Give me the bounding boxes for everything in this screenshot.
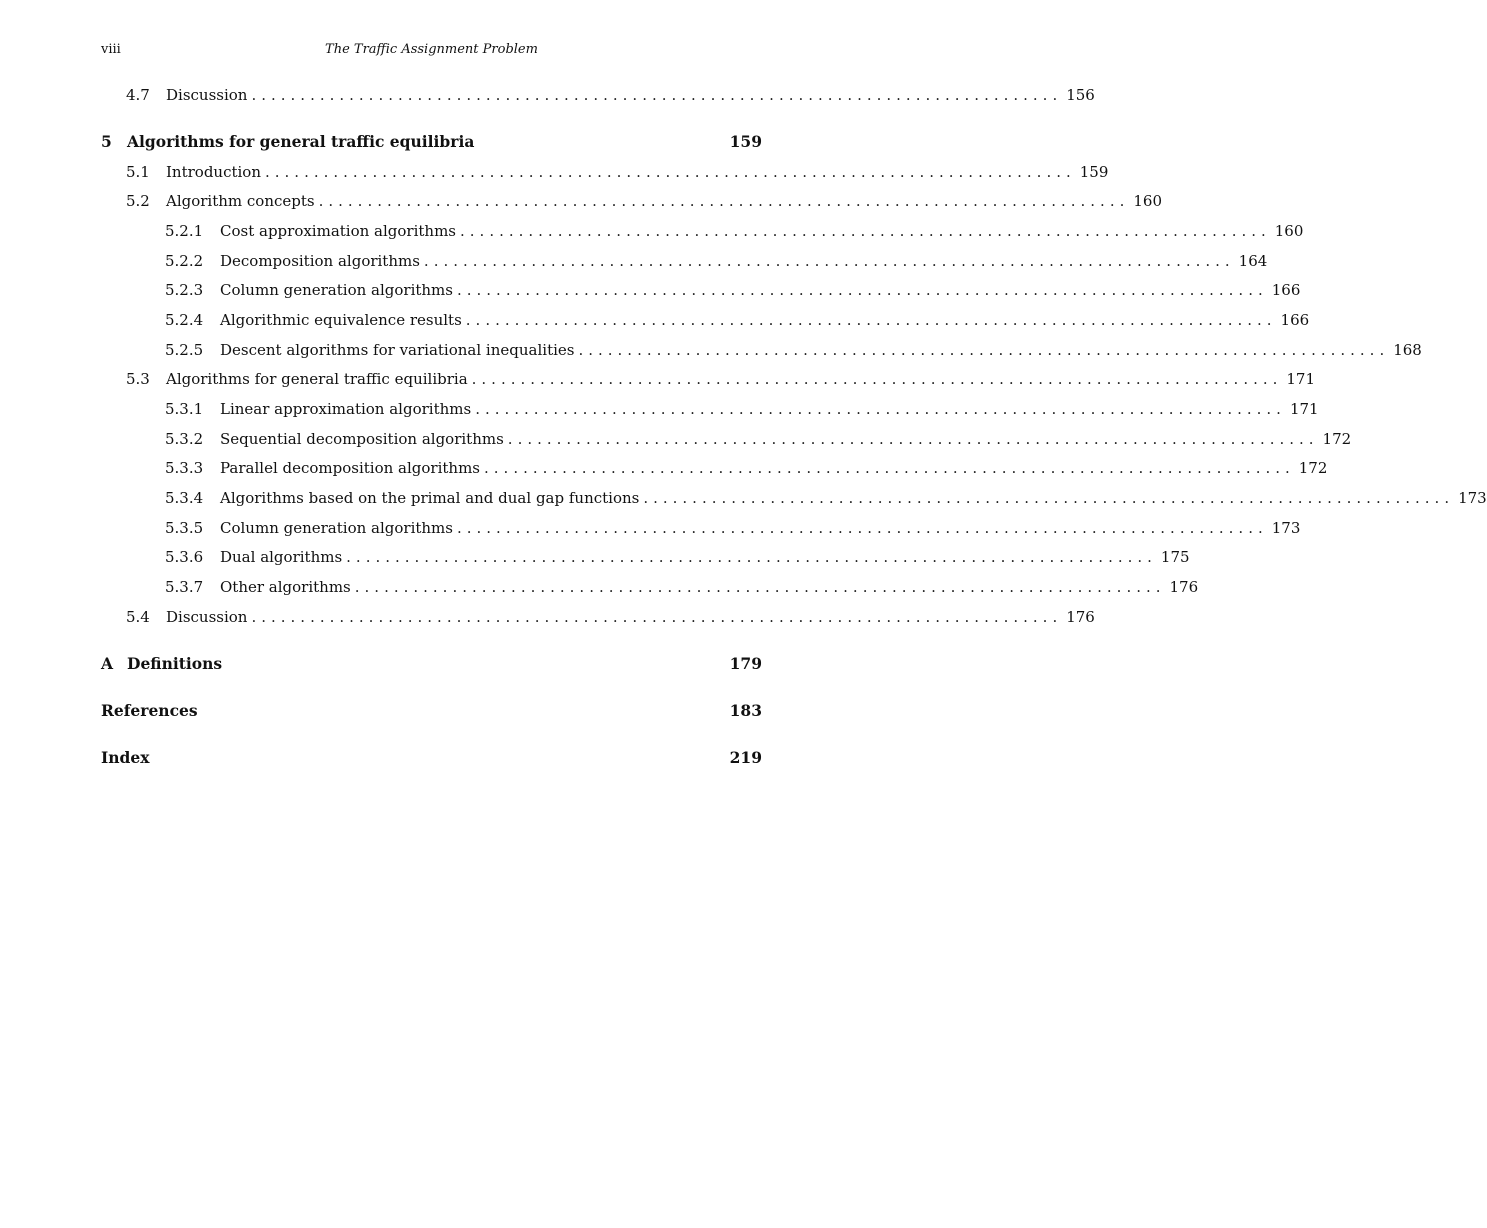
toc-section-number: 5.4	[126, 607, 150, 626]
toc-entry-5-3-2[interactable]	[101, 424, 1352, 454]
toc-entry-5-3-7[interactable]	[101, 572, 1199, 602]
toc-section-number: 5.3.2	[165, 429, 204, 448]
toc-entry-5-3-5[interactable]	[101, 513, 1301, 543]
toc-references[interactable]	[101, 696, 762, 726]
toc-entry-5-3[interactable]	[101, 365, 1316, 395]
toc-section-number: 5.2.2	[165, 251, 204, 270]
toc-page-number: 175	[1160, 548, 1190, 567]
toc-section-title: Algorithmic equivalence results	[220, 310, 462, 329]
toc-page-number: 171	[1289, 400, 1319, 419]
toc-chapter-title: Algorithms for general traffic equilibria	[127, 132, 475, 152]
toc-page-number: 166	[1271, 281, 1301, 300]
toc-section-number: 5.3.5	[165, 518, 204, 537]
toc-page-number: 160	[1133, 192, 1162, 211]
toc-page-number: 164	[1238, 251, 1268, 270]
toc-section-number: 5.2	[126, 192, 150, 211]
toc-page-number: 173	[1458, 489, 1487, 508]
toc-section-title: Descent algorithms for variational inequalities	[220, 340, 575, 359]
toc-entry-5-1[interactable]	[101, 157, 1109, 187]
dot-leader: ...................................................................................	[251, 85, 1063, 104]
toc-entry-5-3-3[interactable]	[101, 454, 1328, 484]
toc-entry-5-2[interactable]	[101, 186, 1162, 216]
toc-page-number: 156	[1066, 85, 1095, 104]
toc-section-title: Discussion	[166, 607, 248, 626]
toc-entry-5-2-5[interactable]	[101, 335, 1422, 365]
toc-section-number: 5.2.4	[165, 310, 204, 329]
toc-chapter-title: References	[101, 701, 198, 721]
toc-section-number: 5.3	[126, 370, 150, 389]
toc-page-number: 176	[1169, 578, 1199, 597]
toc-section-number: 4.7	[126, 85, 150, 104]
header-page-number: viii	[101, 42, 121, 57]
toc-section-number: 5.3.3	[165, 459, 204, 478]
toc-page-number: 166	[1280, 310, 1310, 329]
toc-section-title: Linear approximation algorithms	[220, 400, 472, 419]
toc-page-number: 219	[729, 748, 762, 768]
toc-section-number: 5.3.6	[165, 548, 204, 567]
toc-section-title: Cost approximation algorithms	[220, 221, 457, 240]
dot-leader: ...................................................................................	[507, 429, 1319, 448]
toc-entry-5-2-2[interactable]	[101, 246, 1268, 276]
toc-page-number: 159	[729, 132, 762, 152]
dot-leader: ...................................................................................	[578, 340, 1390, 359]
toc-section-number: 5.3.4	[165, 489, 204, 508]
header-book-title: The Traffic Assignment Problem	[325, 42, 538, 57]
toc-section-number: 5.3.7	[165, 578, 204, 597]
dot-leader: ...................................................................................	[475, 400, 1286, 419]
toc-page-number: 168	[1393, 340, 1422, 359]
dot-leader: ...................................................................................	[471, 370, 1283, 389]
toc-entry-5-4[interactable]	[101, 602, 1095, 632]
toc-entry-4-7[interactable]	[101, 80, 1095, 110]
dot-leader: ...................................................................................	[251, 607, 1063, 626]
toc-page-number: 179	[729, 654, 762, 674]
toc-section-title: Algorithms for general traffic equilibria	[166, 370, 468, 389]
toc-section-title: Algorithm concepts	[166, 192, 315, 211]
dot-leader: ...................................................................................	[318, 192, 1130, 211]
toc-page-number: 173	[1271, 518, 1301, 537]
spacer	[101, 632, 762, 649]
toc-index[interactable]	[101, 743, 762, 773]
toc-section-title: Discussion	[166, 85, 248, 104]
toc-page-number: 183	[729, 701, 762, 721]
toc-entry-5-3-6[interactable]	[101, 543, 1190, 573]
toc-page-number: 160	[1274, 221, 1304, 240]
toc-entry-5-2-3[interactable]	[101, 275, 1301, 305]
running-header	[101, 42, 762, 64]
dot-leader: ...................................................................................	[643, 489, 1455, 508]
dot-leader: ...................................................................................	[456, 281, 1268, 300]
dot-leader: ...................................................................................	[265, 162, 1076, 181]
toc-section-number: 5.2.3	[165, 281, 204, 300]
toc-section-number: 5.3.1	[165, 400, 204, 419]
dot-leader: ...................................................................................	[484, 459, 1295, 478]
toc-section-number: 5.1	[126, 162, 150, 181]
dot-leader: ...................................................................................	[456, 518, 1268, 537]
toc-section-title: Sequential decomposition algorithms	[220, 429, 504, 448]
toc-chapter-5[interactable]	[101, 127, 762, 157]
toc-page-number: 171	[1286, 370, 1316, 389]
toc-section-title: Column generation algorithms	[220, 518, 453, 537]
dot-leader: ...................................................................................	[354, 578, 1166, 597]
spacer	[101, 726, 762, 743]
toc-section-title: Other algorithms	[220, 578, 351, 597]
toc-page-number: 176	[1066, 607, 1095, 626]
toc-page-number: 159	[1079, 162, 1109, 181]
dot-leader: ...................................................................................	[423, 251, 1235, 270]
toc-entry-5-2-1[interactable]	[101, 216, 1304, 246]
toc-entry-5-3-4[interactable]	[101, 483, 1487, 513]
toc-chapter-number: A	[101, 654, 114, 674]
toc-section-title: Introduction	[166, 162, 261, 181]
spacer	[101, 679, 762, 696]
dot-leader: ...................................................................................	[465, 310, 1277, 329]
toc-section-title: Column generation algorithms	[220, 281, 453, 300]
toc-section-title: Algorithms based on the primal and dual gap functions	[220, 489, 640, 508]
toc-section-number: 5.2.5	[165, 340, 204, 359]
toc-chapter-title: Definitions	[127, 654, 223, 674]
toc-page-number: 172	[1298, 459, 1328, 478]
toc-chapter-number: 5	[101, 132, 112, 152]
dot-leader: ...................................................................................	[460, 221, 1271, 240]
toc-section-number: 5.2.1	[165, 221, 204, 240]
table-of-contents	[101, 80, 1487, 773]
toc-entry-5-2-4[interactable]	[101, 305, 1310, 335]
toc-section-title: Dual algorithms	[220, 548, 343, 567]
toc-entry-5-3-1[interactable]	[101, 394, 1319, 424]
toc-chapter-title: Index	[101, 748, 150, 768]
spacer	[101, 110, 762, 127]
toc-page-number: 172	[1322, 429, 1352, 448]
toc-section-title: Decomposition algorithms	[220, 251, 420, 270]
toc-appendix-a[interactable]	[101, 649, 762, 679]
dot-leader: ...................................................................................	[346, 548, 1157, 567]
toc-section-title: Parallel decomposition algorithms	[220, 459, 481, 478]
